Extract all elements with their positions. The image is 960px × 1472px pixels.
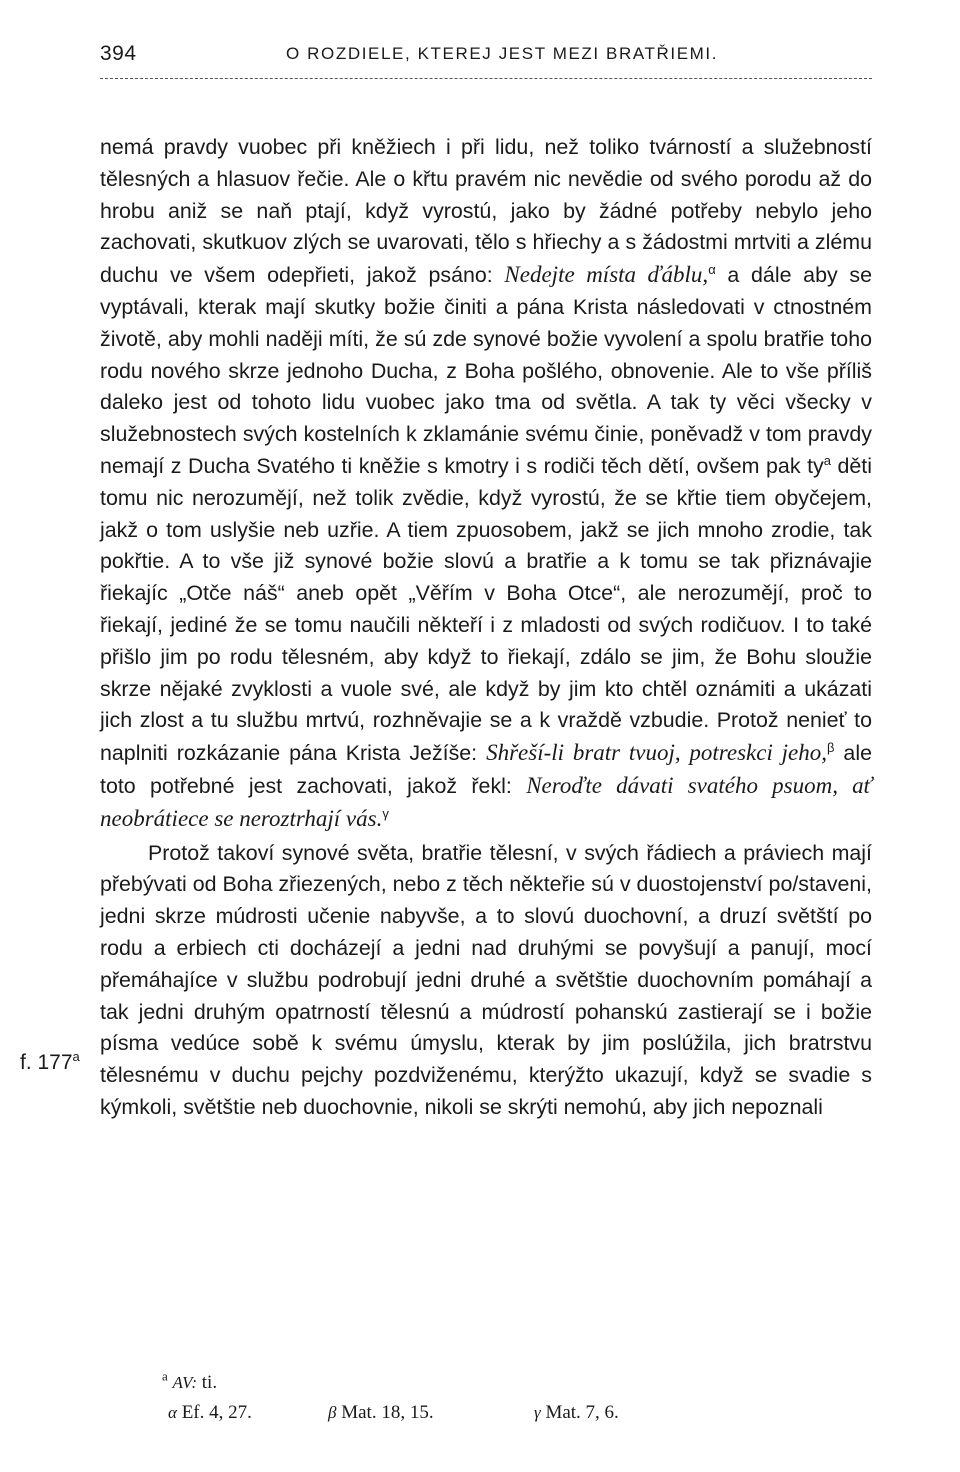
running-title: O ROZDIELE, KTEREJ JEST MEZI BRATŘIEMI. [286,44,719,63]
footnote-ref: β [826,740,835,756]
folio-marker [20,1051,80,1075]
footnote-siglum: AV: [172,1373,198,1392]
footnote-text: Mat. 7, 6. [545,1402,619,1423]
text-run: a dále aby se vyptávali, kterak mají skutky božie činiti a pána Krista následovati v ctnostném životě, aby mohli naději míti, že sú zde synové božie vyvolení a spolu bratřie toho rodu nového skrze jednoho Ducha, z Boha pošlého, obnovenie. Ale to vše příliš daleko jest od tohoto lidu vuobec jako tma od světla. A tak ty věci všecky v služebnostech svých kostelních k zklamánie svému činie, poněvadž v tom pravdy nemají z Ducha Svatého ti kněžie s kmotry i s rodiči těch dětí, ovšem pak ty [100,263,872,478]
footnote-ref: a [823,452,831,468]
footnote-a [162,1368,218,1394]
quotation: Shřeší-li bratr tvuoj, potreskci jeho, [486,740,827,766]
text-run: nemá pravdy vuobec při kněžiech i při lidu, než toliko tvárností a služebností tělesných a hlasuov řečie. Ale o křtu pravém nic nevědie od svého porodu až do hrobu aniž se naň ptají, když vyrostú, jako by žádné potřeby nebylo jeho zachovati, skutkuov zlých se uvarovati, tělo s hřiechy a s žádostmi mrtviti a zlému duchu ve všem odepřieti, jakož psáno: [100,135,872,288]
header-rule [100,78,872,79]
footnote-text: Mat. 18, 15. [341,1402,434,1423]
footnote-ref: α [708,262,716,278]
body-text [100,132,872,1124]
folio-number: f. 177 [20,1051,73,1074]
page-number: 394 [100,42,137,65]
footnote-alpha [168,1402,252,1424]
text-run: ale toto potřebné jest zachovati, jakož řekl: [100,741,872,798]
footnote-beta [328,1402,434,1424]
footnote-mark: a [162,1368,168,1384]
page-header [100,42,872,82]
quotation: Neroďte dávati svatého psuom, ať neobrátiece se neroztrhají vás. [100,772,872,831]
footnote-text: Ef. 4, 27. [181,1402,252,1423]
footnote-ref: γ [382,805,389,821]
text-run: děti tomu nic nerozumějí, než tolik zvědie, když vyrostú, že se křtie tiem obyčejem, jakž o tom uslyšie neb uzřie. A tiem zpuosobem, jakž se jich mnoho zrodie, tak pokřtie. A to vše již synové božie slovú a bratřie a k tomu se tak přiznávajie řiekajíc „Otče náš“ aneb opět „Věřím v Boha Otce“, ale nerozumějí, proč to řiekají, jediné že se tomu naučili někteří i z mladosti od svých rodičuov. I to také přišlo jim po rodu tělesném, aby když to řiekají, zdálo se jim, že Bohu sloužie skrze nějaké zvyklosti a vuole své, ale když by jim kto chtěl oznámiti a ukázati jich zlost a tu službu mrtvú, rozhněvajie se a k vraždě vzbudie. Protož nenieť to naplniti rozkázanie pána Krista Ježíše: [100,453,872,766]
footnote-gamma [534,1402,619,1424]
paragraph-2: Protož takoví synové světa, bratřie tělesní, v svých řádiech a práviech mají přebývati od Boha zřiezených, nebo z těch někteřie sú v duostojenství po/staveni, jedni skrze múdrosti učenie nabyvše, a to slovú duochovní, a druzí světští po rodu a erbiech cti docházejí a jedni nad druhými se povyšují a panují, mocí přemáhajíce v službu podrobují jedni druhé a světštie duochovním pomáhají a tak jedni druhým opatrností tělesnú a múdrostí pohanskú zastierají se i božie písma vedúce sobě k svému úmyslu, kterak by jim poslúžila, jich bratrstvu tělesnému v duchu pejchy pozdviženému, kterýžto ukazují, když se svadie s kýmkoli, světštie neb duochovnie, nikoli se skrýti nemohú, aby jich nepoznali [100,840,872,1119]
footnote-mark: β [328,1403,337,1422]
footnote-mark: γ [534,1403,541,1422]
paragraph-1 [100,132,872,836]
footnote-row [162,1368,782,1402]
footnote-text: ti. [201,1372,218,1393]
folio-side: a [72,1049,80,1064]
footnote-row [162,1402,782,1432]
footnote-mark: α [168,1403,177,1422]
footnotes [162,1368,782,1432]
quotation: Nedejte místa ďáblu, [504,262,709,288]
